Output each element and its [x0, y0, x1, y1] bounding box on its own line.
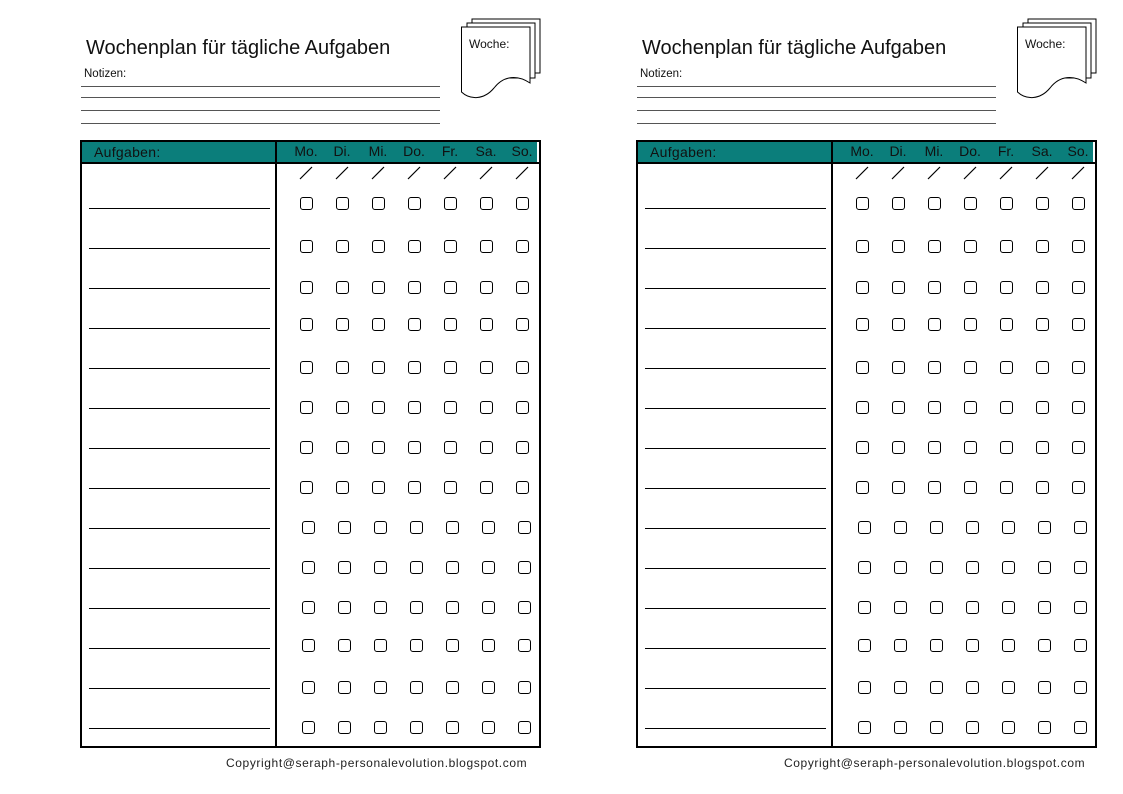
day-checkbox[interactable] [408, 401, 421, 414]
day-checkbox[interactable] [930, 601, 943, 614]
day-checkbox[interactable] [856, 481, 869, 494]
task-entry-line[interactable] [89, 448, 270, 449]
day-checkbox[interactable] [892, 281, 905, 294]
day-checkbox[interactable] [444, 197, 457, 210]
task-entry-line[interactable] [89, 688, 270, 689]
day-checkbox[interactable] [1002, 561, 1015, 574]
task-entry-line[interactable] [89, 648, 270, 649]
day-checkbox[interactable] [858, 681, 871, 694]
date-slash-icon [998, 165, 1014, 181]
day-checkbox[interactable] [338, 721, 351, 734]
day-header: Sa. [1031, 143, 1053, 159]
day-checkbox[interactable] [1038, 561, 1051, 574]
day-checkbox[interactable] [374, 639, 387, 652]
day-checkbox[interactable] [928, 281, 941, 294]
day-checkbox[interactable] [480, 361, 493, 374]
day-checkbox[interactable] [336, 318, 349, 331]
day-checkbox[interactable] [1038, 639, 1051, 652]
task-entry-line[interactable] [645, 448, 826, 449]
header-divider [80, 162, 541, 164]
notes-line [637, 110, 996, 111]
day-checkbox[interactable] [964, 240, 977, 253]
day-checkbox[interactable] [1036, 401, 1049, 414]
day-checkbox[interactable] [300, 197, 313, 210]
day-checkbox[interactable] [964, 401, 977, 414]
task-entry-line[interactable] [645, 248, 826, 249]
stacked-pages-icon [1016, 18, 1098, 102]
day-checkbox[interactable] [894, 721, 907, 734]
day-checkbox[interactable] [336, 441, 349, 454]
day-checkbox[interactable] [444, 281, 457, 294]
task-entry-line[interactable] [89, 408, 270, 409]
day-checkbox[interactable] [1036, 441, 1049, 454]
day-checkbox[interactable] [518, 639, 531, 652]
day-checkbox[interactable] [1072, 240, 1085, 253]
planner-title: Wochenplan für tägliche Aufgaben [86, 37, 391, 59]
date-slash-icon [1070, 165, 1086, 181]
day-checkbox[interactable] [928, 481, 941, 494]
notes-line [81, 86, 440, 87]
notes-label: Notizen: [84, 68, 127, 80]
day-checkbox[interactable] [966, 639, 979, 652]
notes-line [81, 110, 440, 111]
day-checkbox[interactable] [1072, 361, 1085, 374]
table-divider [831, 140, 833, 748]
day-checkbox[interactable] [374, 521, 387, 534]
task-entry-line[interactable] [645, 208, 826, 209]
day-checkbox[interactable] [1074, 721, 1087, 734]
day-header: Mo. [850, 143, 874, 159]
day-checkbox[interactable] [482, 681, 495, 694]
day-checkbox[interactable] [966, 521, 979, 534]
day-checkbox[interactable] [302, 521, 315, 534]
table-divider [275, 140, 277, 748]
day-checkbox[interactable] [964, 281, 977, 294]
day-checkbox[interactable] [892, 240, 905, 253]
day-checkbox[interactable] [1074, 561, 1087, 574]
day-checkbox[interactable] [1036, 281, 1049, 294]
day-checkbox[interactable] [1036, 318, 1049, 331]
tasks-header: Aufgaben: [650, 144, 717, 160]
day-checkbox[interactable] [856, 441, 869, 454]
day-checkbox[interactable] [372, 401, 385, 414]
day-checkbox[interactable] [930, 721, 943, 734]
day-checkbox[interactable] [516, 401, 529, 414]
date-slash-icon [926, 165, 942, 181]
task-entry-line[interactable] [645, 648, 826, 649]
task-entry-line[interactable] [89, 328, 270, 329]
day-checkbox[interactable] [444, 318, 457, 331]
date-slash-icon [514, 165, 530, 181]
day-header: Di. [333, 143, 351, 159]
day-checkbox[interactable] [444, 481, 457, 494]
day-checkbox[interactable] [1072, 197, 1085, 210]
day-checkbox[interactable] [964, 197, 977, 210]
day-checkbox[interactable] [302, 681, 315, 694]
day-checkbox[interactable] [1002, 639, 1015, 652]
copyright-text: Copyright@seraph-personalevolution.blogspot.com [784, 756, 1086, 770]
day-checkbox[interactable] [518, 721, 531, 734]
date-slash-icon [890, 165, 906, 181]
day-checkbox[interactable] [300, 361, 313, 374]
day-checkbox[interactable] [516, 281, 529, 294]
header-divider [636, 162, 1097, 164]
day-checkbox[interactable] [1002, 721, 1015, 734]
day-checkbox[interactable] [374, 721, 387, 734]
task-entry-line[interactable] [645, 488, 826, 489]
day-checkbox[interactable] [410, 561, 423, 574]
day-checkbox[interactable] [1000, 318, 1013, 331]
week-box [1016, 18, 1098, 102]
day-checkbox[interactable] [894, 561, 907, 574]
day-checkbox[interactable] [480, 197, 493, 210]
task-entry-line[interactable] [645, 368, 826, 369]
day-checkbox[interactable] [858, 721, 871, 734]
date-slash-icon [442, 165, 458, 181]
task-entry-line[interactable] [89, 728, 270, 729]
day-checkbox[interactable] [302, 561, 315, 574]
day-checkbox[interactable] [1072, 281, 1085, 294]
task-entry-line[interactable] [645, 688, 826, 689]
day-checkbox[interactable] [300, 281, 313, 294]
day-checkbox[interactable] [1002, 601, 1015, 614]
day-checkbox[interactable] [856, 401, 869, 414]
notes-line [637, 123, 996, 124]
day-checkbox[interactable] [1000, 441, 1013, 454]
task-entry-line[interactable] [645, 728, 826, 729]
day-checkbox[interactable] [928, 240, 941, 253]
day-checkbox[interactable] [1072, 318, 1085, 331]
day-checkbox[interactable] [408, 318, 421, 331]
day-checkbox[interactable] [930, 681, 943, 694]
day-checkbox[interactable] [1074, 601, 1087, 614]
day-header: Sa. [475, 143, 497, 159]
task-entry-line[interactable] [89, 288, 270, 289]
day-checkbox[interactable] [1000, 240, 1013, 253]
day-checkbox[interactable] [966, 681, 979, 694]
day-checkbox[interactable] [858, 561, 871, 574]
day-checkbox[interactable] [1074, 521, 1087, 534]
day-checkbox[interactable] [856, 318, 869, 331]
task-entry-line[interactable] [89, 528, 270, 529]
day-checkbox[interactable] [1074, 639, 1087, 652]
stacked-pages-icon [460, 18, 542, 102]
week-label: Woche: [469, 37, 510, 51]
notes-line [81, 123, 440, 124]
day-checkbox[interactable] [338, 521, 351, 534]
day-checkbox[interactable] [930, 521, 943, 534]
day-checkbox[interactable] [894, 681, 907, 694]
notes-line [637, 97, 996, 98]
copyright-text: Copyright@seraph-personalevolution.blogspot.com [226, 756, 528, 770]
day-checkbox[interactable] [372, 441, 385, 454]
day-checkbox[interactable] [1074, 681, 1087, 694]
day-checkbox[interactable] [894, 639, 907, 652]
day-checkbox[interactable] [518, 601, 531, 614]
day-checkbox[interactable] [1000, 197, 1013, 210]
day-checkbox[interactable] [336, 281, 349, 294]
day-checkbox[interactable] [516, 197, 529, 210]
day-checkbox[interactable] [302, 721, 315, 734]
date-slash-icon [334, 165, 350, 181]
day-header: Mi. [924, 143, 944, 159]
day-checkbox[interactable] [302, 639, 315, 652]
day-checkbox[interactable] [516, 361, 529, 374]
day-checkbox[interactable] [300, 401, 313, 414]
day-checkbox[interactable] [372, 197, 385, 210]
planner-title: Wochenplan für tägliche Aufgaben [642, 37, 947, 59]
day-checkbox[interactable] [408, 197, 421, 210]
day-checkbox[interactable] [446, 561, 459, 574]
day-checkbox[interactable] [518, 561, 531, 574]
day-header: So. [511, 143, 533, 159]
day-checkbox[interactable] [516, 441, 529, 454]
day-checkbox[interactable] [518, 681, 531, 694]
task-entry-line[interactable] [645, 568, 826, 569]
day-checkbox[interactable] [1036, 361, 1049, 374]
day-checkbox[interactable] [444, 441, 457, 454]
day-checkbox[interactable] [408, 441, 421, 454]
day-checkbox[interactable] [966, 721, 979, 734]
day-checkbox[interactable] [1000, 401, 1013, 414]
day-header: Do. [403, 143, 425, 159]
day-checkbox[interactable] [964, 361, 977, 374]
day-checkbox[interactable] [894, 521, 907, 534]
day-checkbox[interactable] [408, 481, 421, 494]
date-slash-icon [406, 165, 422, 181]
task-entry-line[interactable] [89, 208, 270, 209]
day-checkbox[interactable] [928, 401, 941, 414]
day-checkbox[interactable] [444, 240, 457, 253]
day-checkbox[interactable] [372, 361, 385, 374]
day-checkbox[interactable] [1038, 721, 1051, 734]
day-checkbox[interactable] [964, 481, 977, 494]
day-checkbox[interactable] [482, 521, 495, 534]
task-entry-line[interactable] [89, 368, 270, 369]
day-checkbox[interactable] [446, 681, 459, 694]
date-slash-icon [478, 165, 494, 181]
day-checkbox[interactable] [858, 639, 871, 652]
day-checkbox[interactable] [372, 281, 385, 294]
day-checkbox[interactable] [966, 601, 979, 614]
day-checkbox[interactable] [1038, 521, 1051, 534]
day-checkbox[interactable] [1000, 361, 1013, 374]
day-checkbox[interactable] [930, 639, 943, 652]
day-checkbox[interactable] [1072, 481, 1085, 494]
day-checkbox[interactable] [892, 318, 905, 331]
day-checkbox[interactable] [482, 721, 495, 734]
day-checkbox[interactable] [892, 441, 905, 454]
day-checkbox[interactable] [480, 240, 493, 253]
day-checkbox[interactable] [1000, 281, 1013, 294]
day-checkbox[interactable] [410, 681, 423, 694]
day-checkbox[interactable] [1036, 481, 1049, 494]
day-checkbox[interactable] [928, 361, 941, 374]
week-label: Woche: [1025, 37, 1066, 51]
day-checkbox[interactable] [858, 521, 871, 534]
day-checkbox[interactable] [966, 561, 979, 574]
day-checkbox[interactable] [336, 197, 349, 210]
day-checkbox[interactable] [300, 481, 313, 494]
day-checkbox[interactable] [928, 197, 941, 210]
day-checkbox[interactable] [1000, 481, 1013, 494]
day-checkbox[interactable] [930, 561, 943, 574]
day-checkbox[interactable] [1038, 681, 1051, 694]
day-checkbox[interactable] [480, 318, 493, 331]
day-checkbox[interactable] [408, 281, 421, 294]
day-checkbox[interactable] [374, 681, 387, 694]
day-checkbox[interactable] [446, 721, 459, 734]
day-checkbox[interactable] [892, 401, 905, 414]
date-slash-icon [962, 165, 978, 181]
day-checkbox[interactable] [372, 240, 385, 253]
day-checkbox[interactable] [410, 521, 423, 534]
day-checkbox[interactable] [1038, 601, 1051, 614]
task-entry-line[interactable] [645, 328, 826, 329]
day-checkbox[interactable] [302, 601, 315, 614]
day-header: Di. [889, 143, 907, 159]
day-checkbox[interactable] [374, 561, 387, 574]
date-slash-icon [298, 165, 314, 181]
day-checkbox[interactable] [336, 481, 349, 494]
day-checkbox[interactable] [444, 401, 457, 414]
day-checkbox[interactable] [856, 240, 869, 253]
day-checkbox[interactable] [1002, 681, 1015, 694]
day-checkbox[interactable] [444, 361, 457, 374]
day-checkbox[interactable] [894, 601, 907, 614]
day-checkbox[interactable] [410, 721, 423, 734]
day-header: So. [1067, 143, 1089, 159]
day-checkbox[interactable] [1072, 441, 1085, 454]
day-checkbox[interactable] [410, 601, 423, 614]
tasks-header: Aufgaben: [94, 144, 161, 160]
day-checkbox[interactable] [336, 240, 349, 253]
day-checkbox[interactable] [1036, 240, 1049, 253]
day-checkbox[interactable] [928, 441, 941, 454]
day-checkbox[interactable] [856, 361, 869, 374]
day-header: Mi. [368, 143, 388, 159]
notes-line [81, 97, 440, 98]
day-checkbox[interactable] [892, 197, 905, 210]
day-checkbox[interactable] [446, 521, 459, 534]
task-entry-line[interactable] [645, 608, 826, 609]
task-entry-line[interactable] [645, 288, 826, 289]
day-checkbox[interactable] [446, 639, 459, 652]
task-table [80, 140, 541, 748]
day-checkbox[interactable] [408, 361, 421, 374]
day-checkbox[interactable] [964, 318, 977, 331]
task-table [636, 140, 1097, 748]
day-header: Do. [959, 143, 981, 159]
planner-sheet-right [556, 0, 1116, 794]
day-checkbox[interactable] [516, 318, 529, 331]
day-checkbox[interactable] [1036, 197, 1049, 210]
day-checkbox[interactable] [480, 441, 493, 454]
task-entry-line[interactable] [89, 568, 270, 569]
task-entry-line[interactable] [89, 608, 270, 609]
day-checkbox[interactable] [892, 361, 905, 374]
day-checkbox[interactable] [300, 240, 313, 253]
day-checkbox[interactable] [336, 401, 349, 414]
day-checkbox[interactable] [1072, 401, 1085, 414]
day-checkbox[interactable] [300, 441, 313, 454]
planner-sheet-left [0, 0, 560, 794]
date-slash-icon [370, 165, 386, 181]
day-checkbox[interactable] [516, 481, 529, 494]
day-checkbox[interactable] [964, 441, 977, 454]
day-header: Fr. [441, 143, 459, 159]
day-checkbox[interactable] [300, 318, 313, 331]
day-checkbox[interactable] [480, 401, 493, 414]
day-header: Fr. [997, 143, 1015, 159]
day-checkbox[interactable] [858, 601, 871, 614]
week-box [460, 18, 542, 102]
day-checkbox[interactable] [482, 639, 495, 652]
day-checkbox[interactable] [372, 318, 385, 331]
day-checkbox[interactable] [372, 481, 385, 494]
day-checkbox[interactable] [446, 601, 459, 614]
day-checkbox[interactable] [408, 240, 421, 253]
day-header: Mo. [294, 143, 318, 159]
date-slash-icon [854, 165, 870, 181]
task-entry-line[interactable] [89, 488, 270, 489]
day-checkbox[interactable] [518, 521, 531, 534]
day-checkbox[interactable] [928, 318, 941, 331]
task-entry-line[interactable] [645, 528, 826, 529]
task-entry-line[interactable] [89, 248, 270, 249]
day-checkbox[interactable] [410, 639, 423, 652]
day-checkbox[interactable] [482, 601, 495, 614]
day-checkbox[interactable] [856, 197, 869, 210]
date-slash-icon [1034, 165, 1050, 181]
notes-label: Notizen: [640, 68, 683, 80]
day-checkbox[interactable] [480, 481, 493, 494]
day-checkbox[interactable] [892, 481, 905, 494]
day-checkbox[interactable] [516, 240, 529, 253]
day-checkbox[interactable] [338, 601, 351, 614]
task-entry-line[interactable] [645, 408, 826, 409]
notes-line [637, 86, 996, 87]
day-checkbox[interactable] [856, 281, 869, 294]
day-checkbox[interactable] [1002, 521, 1015, 534]
day-checkbox[interactable] [374, 601, 387, 614]
day-checkbox[interactable] [338, 561, 351, 574]
day-checkbox[interactable] [338, 681, 351, 694]
day-checkbox[interactable] [480, 281, 493, 294]
day-checkbox[interactable] [338, 639, 351, 652]
day-checkbox[interactable] [336, 361, 349, 374]
day-checkbox[interactable] [482, 561, 495, 574]
